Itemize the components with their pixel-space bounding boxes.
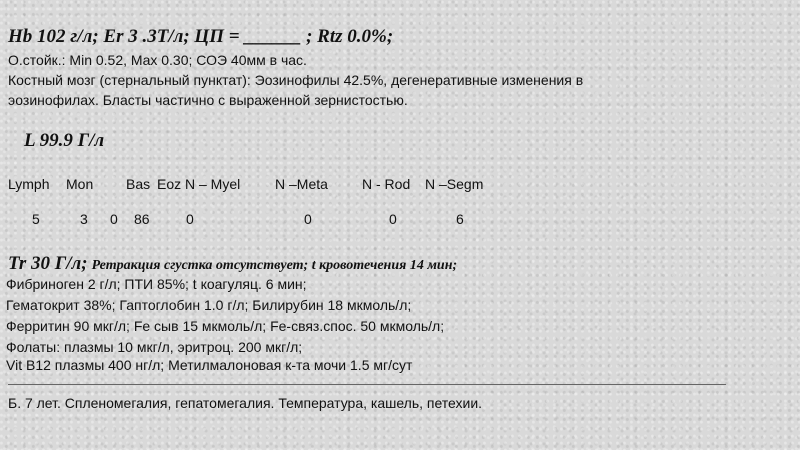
header-n-rod: N - Rod xyxy=(362,176,411,192)
value-bas: 0 xyxy=(110,211,118,227)
header-eoz: Eoz xyxy=(157,176,182,192)
header-n-meta: N –Meta xyxy=(275,176,328,192)
bone-marrow-line-2: эозинофилах. Бласты частично с выраженной зернистостью. xyxy=(8,92,408,108)
ferritin-line: Ферритин 90 мкг/л; Fe сыв 15 мкмоль/л; Fe-связ.спос. 50 мкмоль/л; xyxy=(6,318,445,334)
bone-marrow-line-1: Костный мозг (стернальный пунктат): Эозинофилы 42.5%, дегенеративные изменения в xyxy=(8,72,584,88)
blood-count-header: Hb 102 г/л; Er 3 .3Т/л; ЦП = ______ ; Rtz 0.0%; xyxy=(8,26,394,47)
header-n-myel: N – Myel xyxy=(185,176,241,192)
header-bas: Bas xyxy=(126,176,151,192)
header-mon: Mon xyxy=(66,176,94,192)
leukocyte-count: L 99.9 Г/л xyxy=(24,130,105,151)
platelet-count: Tr 30 Г/л; xyxy=(8,253,88,274)
value-lymph: 5 xyxy=(32,211,40,227)
value-n-meta: 0 xyxy=(304,211,312,227)
header-n-segm: N –Segm xyxy=(425,176,484,192)
vitamin-b12-line: Vit B12 плазмы 400 нг/л; Метилмалоновая к-та мочи 1.5 мг/сут xyxy=(6,357,413,373)
value-n-rod: 0 xyxy=(389,211,397,227)
coagulation-line: Фибриноген 2 г/л; ПТИ 85%; t коагуляц. 6 мин; xyxy=(6,276,307,292)
osmotic-resistance-esr: О.стойк.: Min 0.52, Max 0.30; СОЭ 40мм в час. xyxy=(8,52,307,68)
platelet-line xyxy=(8,253,457,275)
separator-line xyxy=(8,384,726,385)
clot-retraction-bleeding-time: Ретракция сгустка отсутствует; t кровотечения 14 мин; xyxy=(91,258,458,273)
value-mon: 3 xyxy=(80,211,88,227)
hematocrit-line: Гематокрит 38%; Гаптоглобин 1.0 г/л; Билирубин 18 мкмоль/л; xyxy=(6,297,412,313)
value-n-segm: 6 xyxy=(456,211,464,227)
patient-summary: Б. 7 лет. Спленомегалия, гепатомегалия. Температура, кашель, петехии. xyxy=(8,395,483,411)
header-lymph: Lymph xyxy=(8,176,50,192)
folate-line: Фолаты: плазмы 10 мкг/л, эритроц. 200 мкг/л; xyxy=(6,339,303,355)
value-eoz: 86 xyxy=(134,211,150,227)
value-n-myel: 0 xyxy=(186,211,194,227)
